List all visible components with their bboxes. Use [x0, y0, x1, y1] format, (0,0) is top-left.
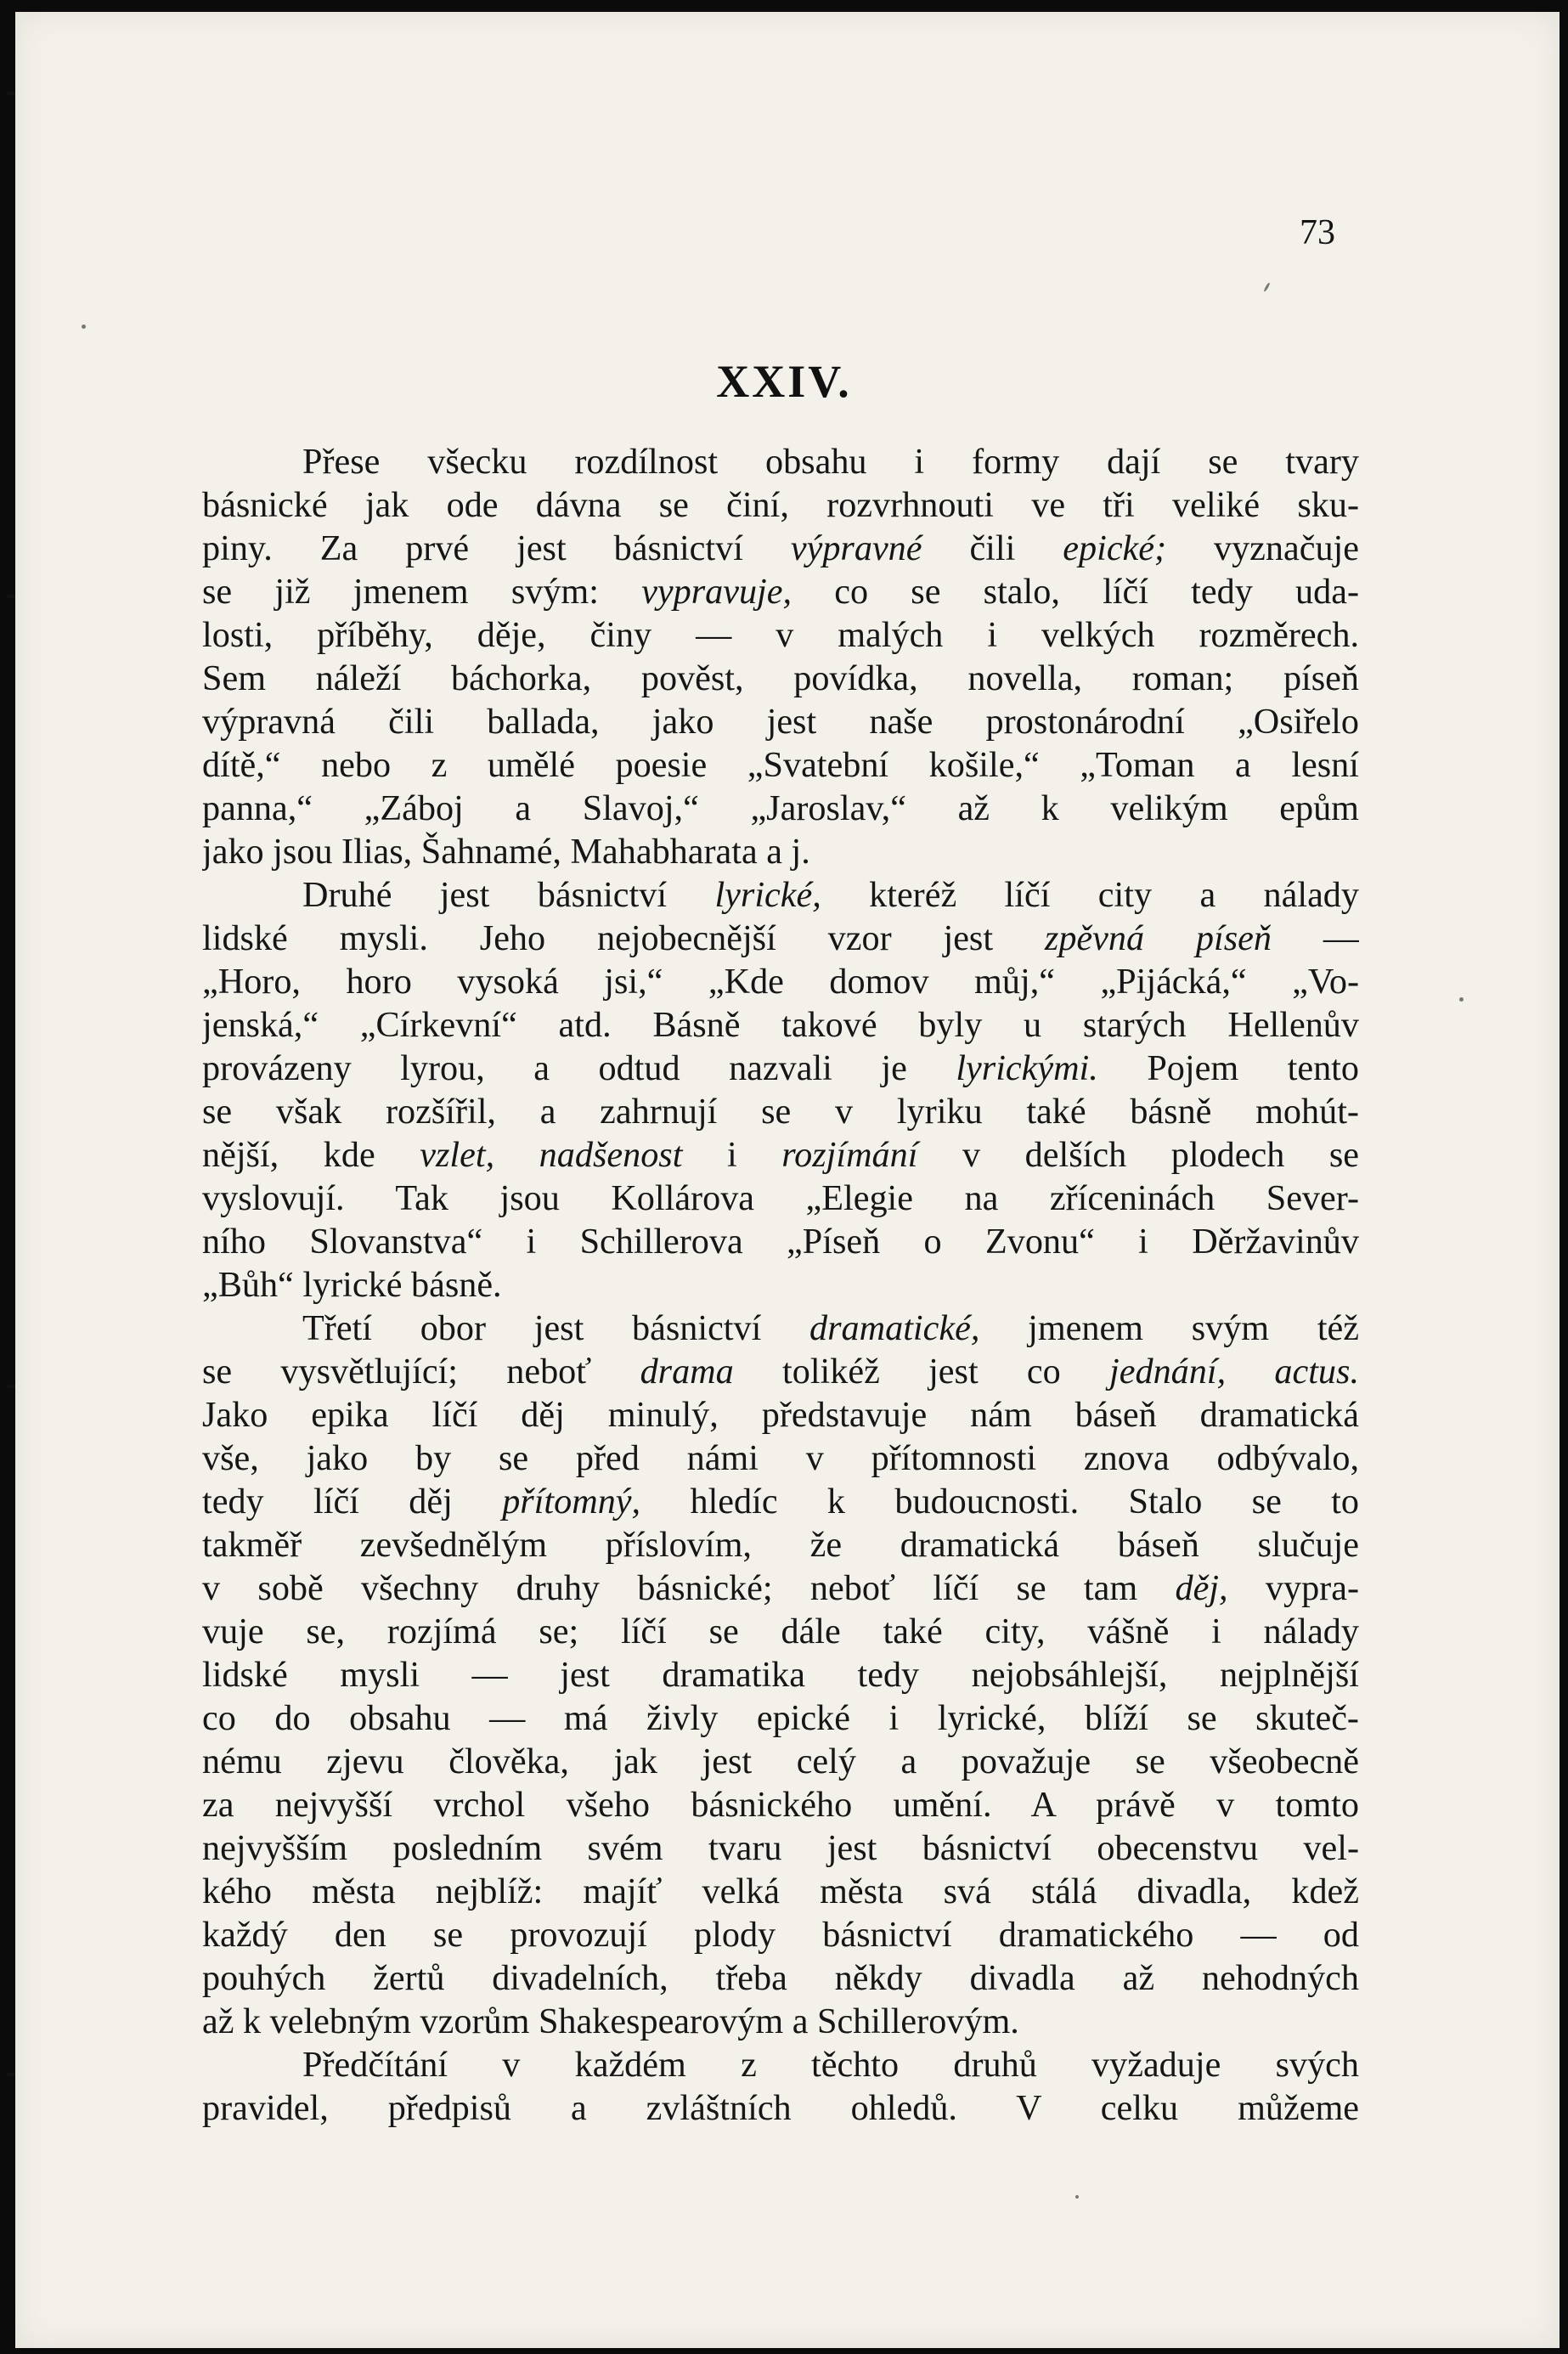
- text-line: [202, 1567, 1359, 1610]
- text-span: Jako epika líčí děj minulý, představuje nám báseň dramatická: [202, 1395, 1359, 1435]
- text-span: lidské mysli. Jeho nejobecnější vzor jest: [202, 918, 1045, 958]
- text-line: [202, 1870, 1359, 1913]
- text-span: lidské mysli — jest dramatika tedy nejobsáhlejší, nejplnější: [202, 1655, 1359, 1695]
- text-span: se již jmenem svým:: [202, 572, 642, 612]
- text-span: provázeny lyrou, a odtud nazvali je: [202, 1048, 956, 1088]
- text-line: [202, 1956, 1359, 2000]
- emphasized-text: rozjímání: [781, 1135, 918, 1175]
- text-line: [202, 657, 1359, 700]
- text-span: Třetí obor jest básnictví: [302, 1308, 810, 1348]
- text-line: [202, 1220, 1359, 1263]
- text-span: Druhé jest básnictví: [302, 875, 715, 915]
- text-span: v sobě všechny druhy básnické; neboť líčí se tam: [202, 1568, 1176, 1608]
- text-line: [202, 1740, 1359, 1783]
- text-span: jenská,“ „Církevní“ atd. Básně takové byly u starých Hellenův: [202, 1005, 1359, 1045]
- emphasized-text: lyrickými.: [956, 1048, 1098, 1088]
- text-span: pouhých žertů divadelních, třeba někdy divadla až nehodných: [202, 1958, 1359, 1998]
- text-line: [202, 1523, 1359, 1567]
- text-span: Sem náleží báchorka, pověst, povídka, novella, roman; píseň: [202, 658, 1359, 698]
- text-span: se vysvětlující; neboť: [202, 1352, 640, 1392]
- text-line: [202, 700, 1359, 743]
- text-line: [202, 570, 1359, 613]
- chapter-heading: XXIV.: [716, 356, 852, 407]
- text-span: pravidel, předpisů a zvláštních ohledů. V celku můžeme: [202, 2088, 1359, 2128]
- text-span: vše, jako by se před námi v přítomnosti znova odbývalo,: [202, 1438, 1359, 1478]
- emphasized-text: dramatické,: [809, 1308, 980, 1348]
- text-span: vypra-: [1227, 1568, 1359, 1608]
- text-line: [202, 1783, 1359, 1826]
- emphasized-text: zpěvná píseň: [1044, 918, 1272, 958]
- text-span: co do obsahu — má živly epické i lyrické, blíží se skuteč-: [202, 1698, 1359, 1738]
- text-line: [202, 873, 1359, 917]
- text-line: [202, 787, 1359, 830]
- text-line: [202, 527, 1359, 570]
- text-line: [202, 2043, 1359, 2086]
- text-line: [202, 440, 1359, 483]
- text-line: [202, 743, 1359, 787]
- page-number: 73: [1300, 213, 1335, 252]
- text-span: i: [682, 1135, 782, 1175]
- emphasized-text: vzlet, nadšenost: [420, 1135, 683, 1175]
- ink-speck: [1459, 997, 1464, 1002]
- text-span: za nejvyšší vrchol všeho básnického umění. A právě v tomto: [202, 1785, 1359, 1825]
- text-span: tedy líčí děj: [202, 1482, 503, 1521]
- text-span: jmenem svým též: [979, 1308, 1359, 1348]
- emphasized-text: drama: [640, 1352, 734, 1392]
- text-span: se však rozšířil, a zahrnují se v lyriku také básně mohút-: [202, 1092, 1359, 1132]
- text-span: Pojem tento: [1097, 1048, 1359, 1088]
- text-span: piny. Za prvé jest básnictví: [202, 528, 791, 568]
- text-span: až k velebným vzorům Shakespearovým a Schillerovým.: [202, 2001, 1019, 2041]
- text-span: nější, kde: [202, 1135, 420, 1175]
- text-span: kteréž líčí city a nálady: [821, 875, 1359, 915]
- ink-speck: [82, 325, 86, 329]
- text-line: [202, 1307, 1359, 1350]
- text-span: „Horo, horo vysoká jsi,“ „Kde domov můj,“ „Pijácká,“ „Vo-: [202, 962, 1359, 1002]
- emphasized-text: vypravuje,: [641, 572, 792, 612]
- body-text: [202, 440, 1359, 2130]
- text-span: vyslovují. Tak jsou Kollárova „Elegie na zříceninách Sever-: [202, 1178, 1359, 1218]
- text-span: vyznačuje: [1166, 528, 1359, 568]
- text-line: [202, 2086, 1359, 2130]
- ink-speck: [1263, 282, 1271, 292]
- text-span: nejvyšším posledním svém tvaru jest básnictví obecenstvu vel-: [202, 1828, 1359, 1868]
- text-line: [202, 1090, 1359, 1133]
- text-span: hledíc k budoucnosti. Stalo se to: [640, 1482, 1359, 1521]
- text-span: co se stalo, líčí tedy uda-: [792, 572, 1359, 612]
- text-line: [202, 1437, 1359, 1480]
- emphasized-text: lyrické,: [714, 875, 821, 915]
- text-span: Předčítání v každém z těchto druhů vyžaduje svých: [302, 2045, 1359, 2085]
- text-line: [202, 483, 1359, 527]
- text-span: nému zjevu člověka, jak jest celý a považuje se všeobecně: [202, 1742, 1359, 1781]
- text-line: [202, 1350, 1359, 1393]
- emphasized-text: výpravné: [790, 528, 922, 568]
- emphasized-text: přítomný,: [502, 1482, 641, 1521]
- text-span: „Bůh“ lyrické básně.: [202, 1265, 502, 1305]
- text-span: každý den se provozují plody básnictví dramatického — od: [202, 1915, 1359, 1955]
- text-line: [202, 2000, 1359, 2043]
- text-line: [202, 1393, 1359, 1437]
- text-span: ního Slovanstva“ i Schillerova „Píseň o Zvonu“ i Děržavinův: [202, 1222, 1359, 1262]
- text-span: losti, příběhy, děje, činy — v malých i velkých rozměrech.: [202, 615, 1359, 655]
- text-span: kého města nejblíž: majíť velká města svá stálá divadla, kdež: [202, 1871, 1359, 1911]
- text-span: panna,“ „Záboj a Slavoj,“ „Jaroslav,“ až k velikým epům: [202, 788, 1359, 828]
- text-span: vuje se, rozjímá se; líčí se dále také city, vášně i nálady: [202, 1612, 1359, 1651]
- emphasized-text: děj,: [1175, 1568, 1228, 1608]
- text-line: [202, 1826, 1359, 1870]
- text-span: takměř zevšednělým příslovím, že dramatická báseň slučuje: [202, 1525, 1359, 1565]
- text-span: tolikéž jest co: [733, 1352, 1110, 1392]
- text-line: [202, 613, 1359, 657]
- text-span: Přese všecku rozdílnost obsahu i formy dají se tvary: [302, 442, 1359, 482]
- text-line: [202, 960, 1359, 1003]
- text-line: [202, 1480, 1359, 1523]
- text-line: [202, 830, 1359, 873]
- text-span: —: [1271, 918, 1359, 958]
- text-span: čili: [922, 528, 1063, 568]
- text-span: výpravná čili ballada, jako jest naše prostonárodní „Osiřelo: [202, 702, 1359, 742]
- text-line: [202, 1047, 1359, 1090]
- text-span: dítě,“ nebo z umělé poesie „Svatební košile,“ „Toman a lesní: [202, 745, 1359, 785]
- text-line: [202, 1177, 1359, 1220]
- text-line: [202, 1653, 1359, 1696]
- text-line: [202, 1913, 1359, 1956]
- emphasized-text: jednání, actus.: [1109, 1352, 1359, 1392]
- text-span: básnické jak ode dávna se činí, rozvrhnouti ve tři veliké sku-: [202, 485, 1359, 525]
- text-line: [202, 1610, 1359, 1653]
- text-line: [202, 1133, 1359, 1177]
- ink-speck: [1075, 2195, 1079, 2199]
- emphasized-text: epické;: [1063, 528, 1167, 568]
- text-line: [202, 1696, 1359, 1740]
- text-line: [202, 1263, 1359, 1307]
- text-line: [202, 917, 1359, 960]
- text-span: jako jsou Ilias, Šahnamé, Mahabharata a j.: [202, 832, 810, 872]
- text-line: [202, 1003, 1359, 1047]
- text-span: v delších plodech se: [917, 1135, 1359, 1175]
